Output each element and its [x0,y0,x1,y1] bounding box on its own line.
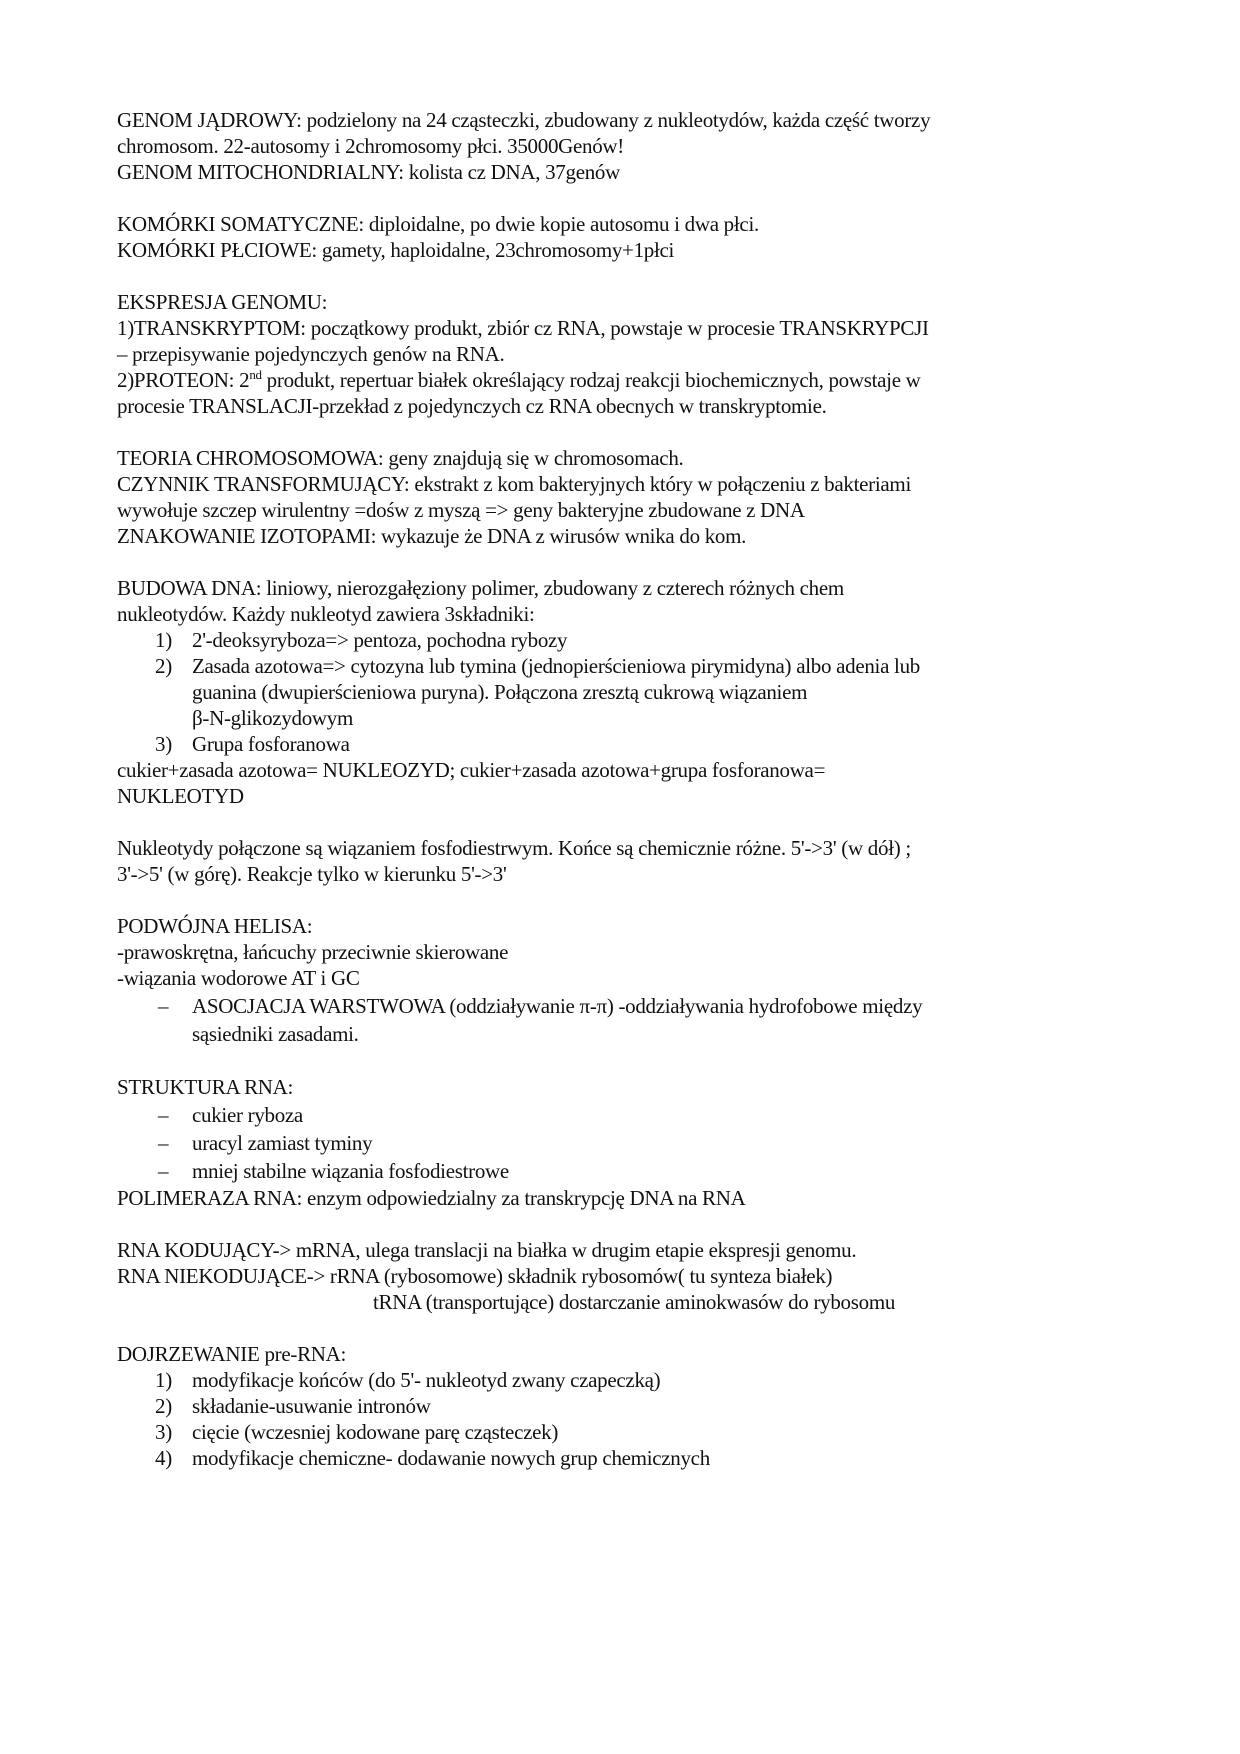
text-line-genom-jadrowy: GENOM JĄDROWY: podzielony na 24 cząsteczki, zbudowany z nukleotydów, każda część tworzy [117,108,931,132]
list-number: 2) [155,1394,172,1418]
superscript: nd [249,367,262,382]
list-dash: – [158,1159,169,1183]
text-line: – przepisywanie pojedynczych genów na RNA. [117,342,505,366]
list-number: 4) [155,1446,172,1470]
list-item: ASOCJACJA WARSTWOWA (oddziaływanie π-π) -oddziaływania hydrofobowe między [192,994,923,1018]
text-line: -prawoskrętna, łańcuchy przeciwnie skierowane [117,940,509,964]
list-number: 1) [155,1368,172,1392]
list-dash: – [158,1131,169,1155]
text-line: Nukleotydy połączone są wiązaniem fosfodiestrwym. Końce są chemicznie różne. 5'->3' (w dół) ; [117,836,911,860]
list-number: 2) [155,654,172,678]
list-item: cięcie (wczesniej kodowane parę cząsteczek) [192,1420,559,1444]
list-item: składanie-usuwanie intronów [192,1394,431,1418]
text-line-komorki-plciowe: KOMÓRKI PŁCIOWE: gamety, haploidalne, 23chromosomy+1płci [117,238,675,262]
text-span: 2)PROTEON: 2 [117,368,250,392]
text-line-genom-mitochondrialny: GENOM MITOCHONDRIALNY: kolista cz DNA, 37genów [117,160,620,184]
text-line: procesie TRANSLACJI-przekład z pojedynczych cz RNA obecnych w transkryptomie. [117,394,827,418]
text-line-czynnik: CZYNNIK TRANSFORMUJĄCY: ekstrakt z kom bakteryjnych który w połączeniu z bakteriami [117,472,911,496]
text-line: wywołuje szczep wirulentny =dośw z myszą => geny bakteryjne zbudowane z DNA [117,498,805,522]
text-line-polimeraza: POLIMERAZA RNA: enzym odpowiedzialny za transkrypcję DNA na RNA [117,1186,746,1210]
list-number: 1) [155,628,172,652]
section-heading-ekspresja: EKSPRESJA GENOMU: [117,290,328,314]
text-line-teoria: TEORIA CHROMOSOMOWA: geny znajdują się w chromosomach. [117,446,684,470]
section-heading-helisa: PODWÓJNA HELISA: [117,914,313,938]
list-dash: – [158,1103,169,1127]
list-item-cont: β-N-glikozydowym [192,706,354,730]
list-dash: – [158,994,169,1018]
list-item-cont: guanina (dwupierścieniowa puryna). Połączona zresztą cukrową wiązaniem [192,680,808,704]
text-line-proteon [117,366,921,394]
list-item: cukier ryboza [192,1103,303,1127]
text-line-budowa-dna: BUDOWA DNA: liniowy, nierozgałęziony polimer, zbudowany z czterech różnych chem [117,576,844,600]
text-line-znakowanie: ZNAKOWANIE IZOTOPAMI: wykazuje że DNA z wirusów wnika do kom. [117,524,747,548]
text-line: -wiązania wodorowe AT i GC [117,966,360,990]
text-line: NUKLEOTYD [117,784,244,808]
list-number: 3) [155,732,172,756]
text-line: chromosom. 22-autosomy i 2chromosomy płci. 35000Genów! [117,134,624,158]
text-line-trna: tRNA (transportujące) dostarczanie aminokwasów do rybosomu [373,1290,896,1314]
text-line-rna-kodujacy: RNA KODUJĄCY-> mRNA, ulega translacji na białka w drugim etapie ekspresji genomu. [117,1238,857,1262]
list-item: modyfikacje chemiczne- dodawanie nowych grup chemicznych [192,1446,710,1470]
text-line: nukleotydów. Każdy nukleotyd zawiera 3składniki: [117,602,535,626]
text-line: 3'->5' (w górę). Reakcje tylko w kierunku 5'->3' [117,862,507,886]
list-item: mniej stabilne wiązania fosfodiestrowe [192,1159,509,1183]
list-item: Grupa fosforanowa [192,732,350,756]
section-heading-dojrzewanie: DOJRZEWANIE pre-RNA: [117,1342,347,1366]
text-line-rna-niekodujace: RNA NIEKODUJĄCE-> rRNA (rybosomowe) składnik rybosomów( tu synteza białek) [117,1264,833,1288]
section-heading-struktura-rna: STRUKTURA RNA: [117,1075,294,1099]
list-item: Zasada azotowa=> cytozyna lub tymina (jednopierścieniowa pirymidyna) albo adenia lub [192,654,920,678]
text-line: cukier+zasada azotowa= NUKLEOZYD; cukier+zasada azotowa+grupa fosforanowa= [117,758,826,782]
list-number: 3) [155,1420,172,1444]
list-item-cont: sąsiedniki zasadami. [192,1022,359,1046]
list-item: 2'-deoksyryboza=> pentoza, pochodna rybozy [192,628,568,652]
text-line-komorki-somatyczne: KOMÓRKI SOMATYCZNE: diploidalne, po dwie kopie autosomu i dwa płci. [117,212,759,236]
text-span: produkt, repertuar białek określający rodzaj reakcji biochemicznych, powstaje w [261,368,921,392]
text-line-transkryptom: 1)TRANSKRYPTOM: początkowy produkt, zbiór cz RNA, powstaje w procesie TRANSKRYPCJI [117,316,929,340]
list-item: modyfikacje końców (do 5'- nukleotyd zwany czapeczką) [192,1368,661,1392]
list-item: uracyl zamiast tyminy [192,1131,373,1155]
